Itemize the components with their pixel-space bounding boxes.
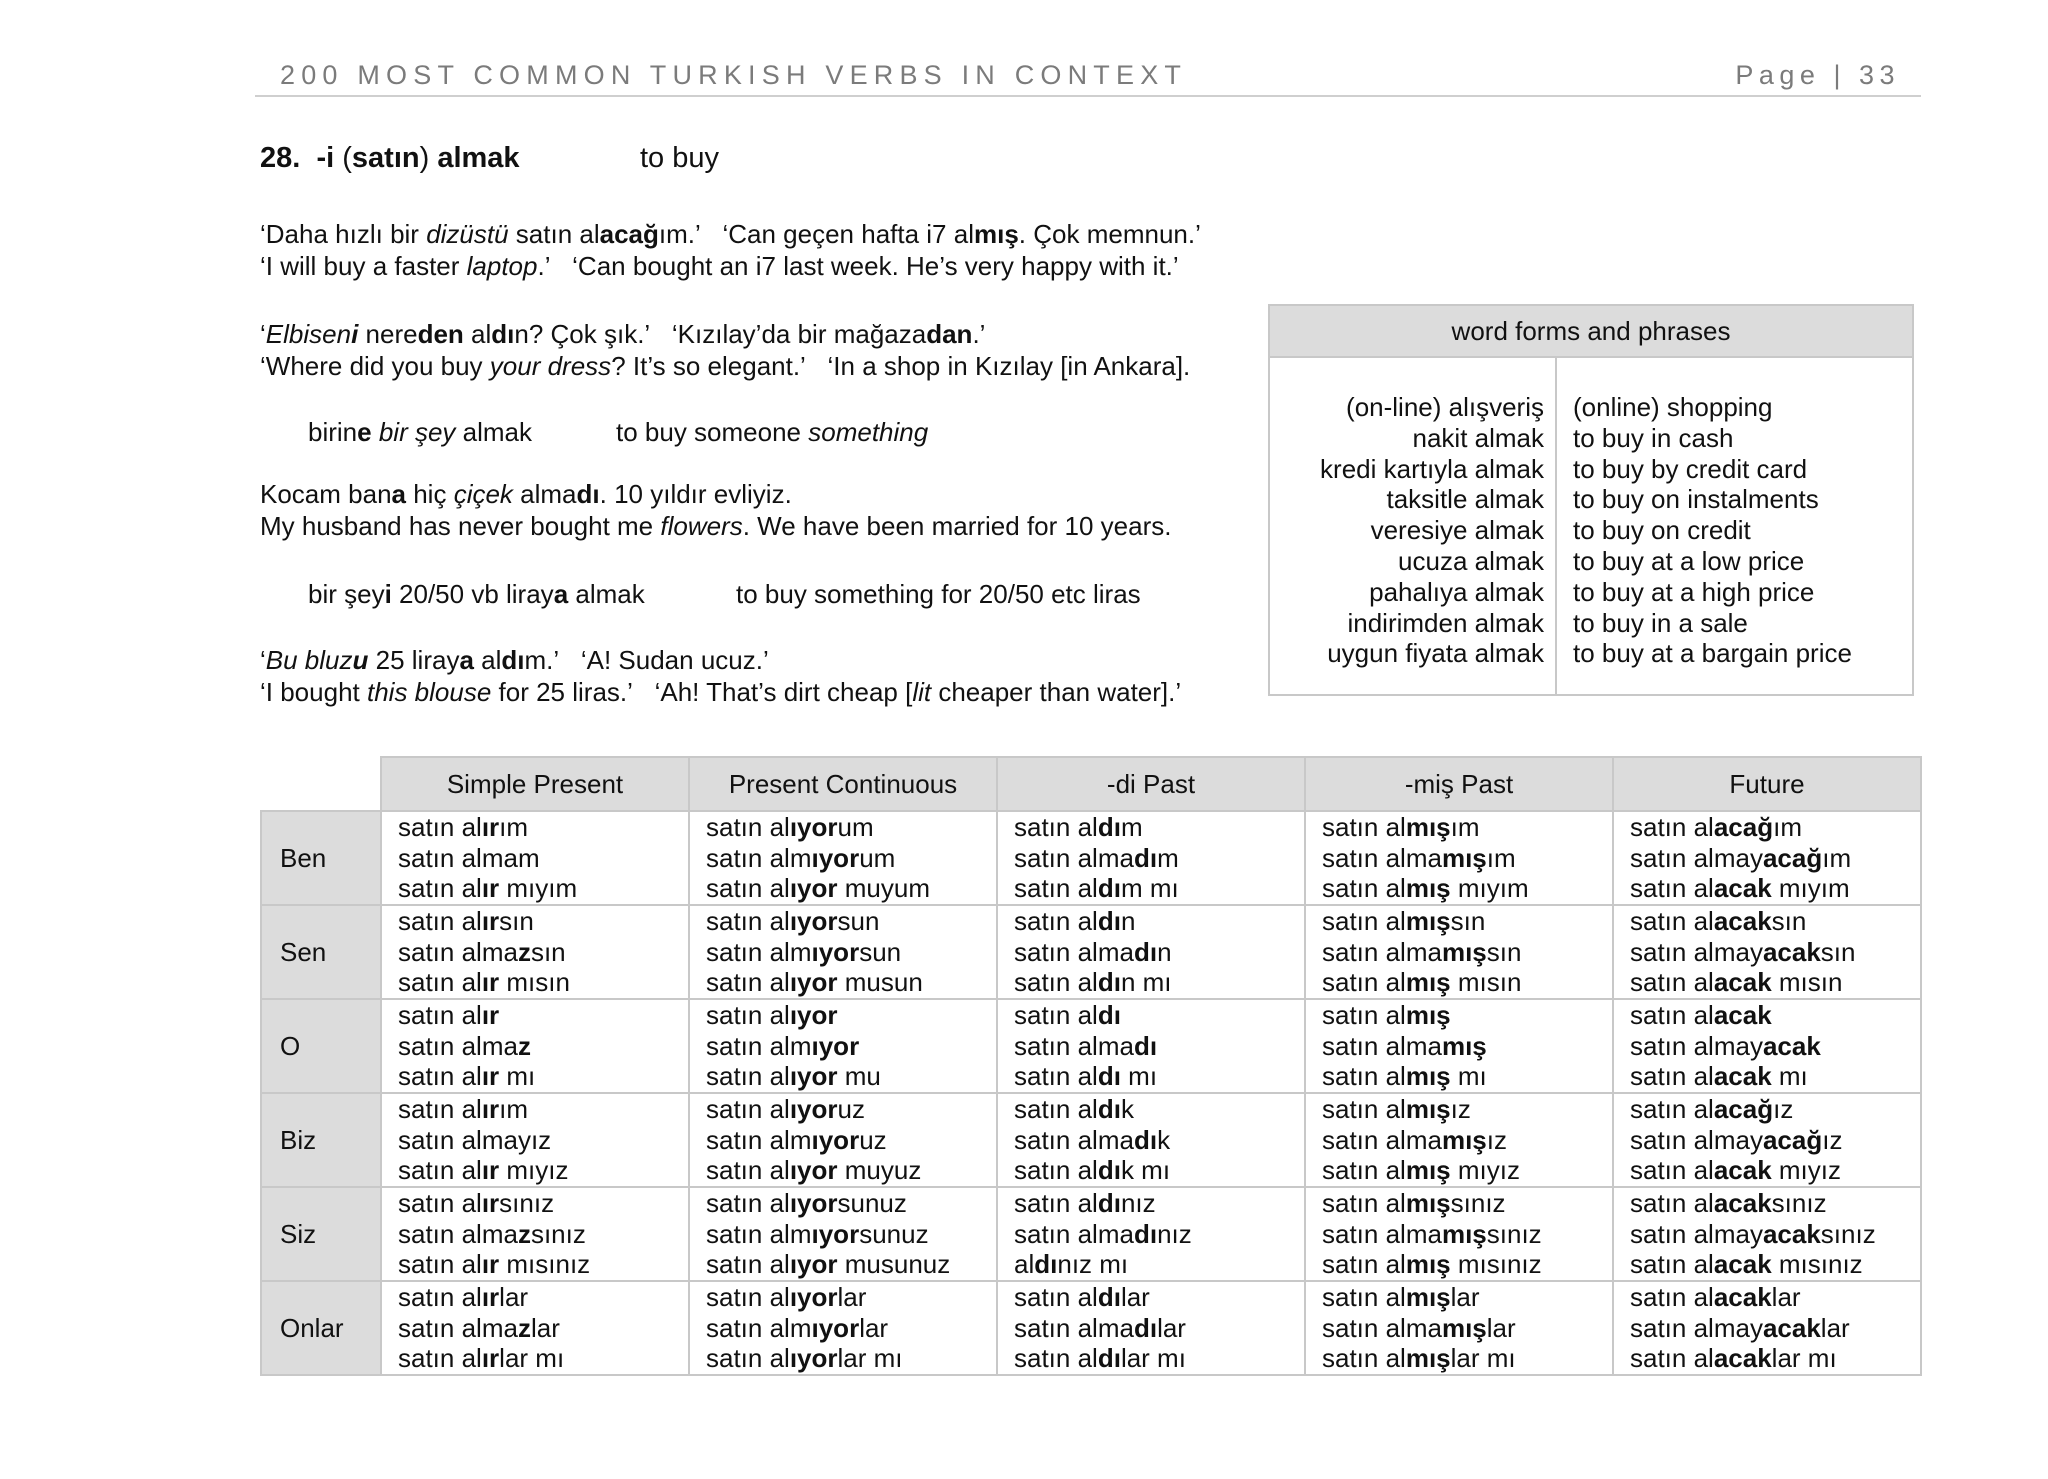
conjugation-form: satın almamışsın: [1322, 936, 1522, 967]
word-forms-title: word forms and phrases: [1270, 306, 1912, 358]
word-form-turkish: (on-line) alışveriş: [1346, 392, 1544, 422]
word-form-english: to buy at a bargain price: [1573, 638, 1852, 669]
conjugation-row: [261, 999, 1921, 1093]
conjugation-cell: [1613, 1093, 1921, 1187]
example-3-turkish: Kocam bana hiç çiçek almadı. 10 yıldır evliyiz.: [260, 479, 792, 509]
entry-paren: (satın): [342, 142, 430, 174]
example-3-english: My husband has never bought me flowers. We have been married for 10 years.: [260, 511, 1172, 541]
word-forms-box: [1268, 304, 1914, 696]
header-rule: [255, 95, 1921, 97]
conjugation-form: satın aldım: [1014, 812, 1143, 843]
conjugation-row: [261, 905, 1921, 999]
conjugation-form: satın alıyorlar mı: [706, 1343, 903, 1374]
conjugation-form: satın almış: [1322, 1000, 1451, 1031]
conjugation-form: satın alıyorlar: [706, 1282, 867, 1313]
conjugation-form: satın alırsın: [398, 906, 534, 937]
conjugation-form: satın almışsınız: [1322, 1188, 1506, 1219]
conjugation-form: satın almam: [398, 842, 540, 873]
word-form-turkish: pahalıya almak: [1369, 576, 1544, 607]
conjugation-form: satın almış mısın: [1322, 967, 1522, 998]
conjugation-form: satın alır mı: [398, 1061, 536, 1092]
tense-header: -di Past: [997, 757, 1305, 811]
word-form-english: to buy at a low price: [1573, 545, 1805, 576]
conjugation-form: satın alacak mıyım: [1630, 873, 1850, 904]
conjugation-form: satın almadım: [1014, 842, 1179, 873]
conjugation-form: satın almayacaklar: [1630, 1312, 1850, 1343]
conjugation-cell: [689, 1281, 997, 1375]
conjugation-form: satın alacaksınız: [1630, 1188, 1827, 1219]
conjugation-form: satın almamış: [1322, 1030, 1487, 1061]
conjugation-cell: [997, 999, 1305, 1093]
pronoun-label: Siz: [261, 1187, 381, 1281]
word-forms-body: [1270, 358, 1912, 694]
conjugation-form: satın almışlar mı: [1322, 1343, 1516, 1374]
example-4-turkish: ‘Bu bluzu 25 liraya aldım.’ ‘A! Sudan ucuz.’: [260, 645, 769, 675]
conjugation-cell: [689, 811, 997, 905]
entry-number: 28.: [260, 142, 301, 174]
conjugation-row: [261, 1281, 1921, 1375]
word-form-turkish: veresiye almak: [1370, 515, 1544, 546]
conjugation-cell: [381, 1187, 689, 1281]
conjugation-form: satın aldık: [1014, 1094, 1134, 1125]
conjugation-form: satın alacak mısın: [1630, 967, 1843, 998]
conjugation-form: satın almayız: [398, 1124, 552, 1155]
word-form-turkish: indirimden almak: [1347, 607, 1544, 638]
conjugation-form: satın almış mı: [1322, 1061, 1487, 1092]
conjugation-cell: [381, 905, 689, 999]
conjugation-form: satın aldı mı: [1014, 1061, 1158, 1092]
entry-gloss: to buy: [640, 142, 719, 174]
conjugation-form: satın almış mıyım: [1322, 873, 1529, 904]
conjugation-form: satın almamışsınız: [1322, 1218, 1542, 1249]
conjugation-form: satın alırlar: [398, 1282, 529, 1313]
conjugation-form: satın almıyoruz: [706, 1124, 887, 1155]
conjugation-form: satın almamışız: [1322, 1124, 1507, 1155]
conjugation-cell: [1305, 905, 1613, 999]
word-forms-turkish-column: [1320, 392, 1544, 669]
conjugation-form: satın alır mısın: [398, 967, 570, 998]
word-form-english: to buy in cash: [1573, 422, 1734, 453]
conjugation-form: satın alıyor: [706, 1000, 838, 1031]
conjugation-corner: [261, 757, 381, 811]
conjugation-form: satın alacaksın: [1630, 906, 1807, 937]
conjugation-cell: [689, 1187, 997, 1281]
conjugation-cell: [1305, 811, 1613, 905]
word-form-turkish: uygun fiyata almak: [1327, 638, 1544, 669]
conjugation-form: satın almayacağım: [1630, 842, 1852, 873]
conjugation-cell: [997, 811, 1305, 905]
pronoun-label: Sen: [261, 905, 381, 999]
word-form-turkish: taksitle almak: [1386, 484, 1544, 515]
conjugation-form: satın almışsın: [1322, 906, 1486, 937]
conjugation-cell: [381, 1093, 689, 1187]
conjugation-form: satın alırım: [398, 812, 529, 843]
word-form-english: to buy by credit card: [1573, 453, 1808, 484]
tense-header: Simple Present: [381, 757, 689, 811]
conjugation-form: satın alıyorum: [706, 812, 874, 843]
tense-header: -miş Past: [1305, 757, 1613, 811]
entry-suffix: -i: [316, 142, 335, 174]
word-form-english: to buy in a sale: [1573, 607, 1748, 638]
conjugation-form: satın almıyorlar: [706, 1312, 889, 1343]
conjugation-row: [261, 1187, 1921, 1281]
conjugation-form: aldınız mı: [1014, 1249, 1129, 1280]
conjugation-table: [260, 756, 1922, 1376]
pronoun-label: O: [261, 999, 381, 1093]
conjugation-form: satın almış mıyız: [1322, 1155, 1520, 1186]
conjugation-cell: [1613, 1281, 1921, 1375]
pronoun-label: Ben: [261, 811, 381, 905]
conjugation-form: satın almışlar: [1322, 1282, 1480, 1313]
conjugation-form: satın aldık mı: [1014, 1155, 1171, 1186]
conjugation-form: satın alıyor muyum: [706, 873, 930, 904]
word-form-english: to buy on credit: [1573, 515, 1751, 546]
conjugation-form: satın alıyorsun: [706, 906, 880, 937]
conjugation-row: [261, 1093, 1921, 1187]
conjugation-form: satın alır mıyız: [398, 1155, 569, 1186]
word-form-english: to buy at a high price: [1573, 576, 1815, 607]
conjugation-cell: [381, 999, 689, 1093]
conjugation-cell: [689, 1093, 997, 1187]
conjugation-cell: [1613, 905, 1921, 999]
example-4-english: ‘I bought this blouse for 25 liras.’ ‘Ah! That’s dirt cheap [lit cheaper than water].’: [260, 677, 1182, 707]
conjugation-form: satın almadı: [1014, 1030, 1158, 1061]
conjugation-row: [261, 811, 1921, 905]
conjugation-cell: [997, 905, 1305, 999]
conjugation-cell: [1305, 1093, 1613, 1187]
running-header-title: 200 MOST COMMON TURKISH VERBS IN CONTEXT: [280, 60, 1188, 90]
conjugation-form: satın almazsınız: [398, 1218, 586, 1249]
conjugation-form: satın alacağız: [1630, 1094, 1794, 1125]
conjugation-form: satın aldın mı: [1014, 967, 1172, 998]
example-1-turkish: ‘Daha hızlı bir dizüstü satın alacağım.’ ‘Can geçen hafta i7 almış. Çok memnun.’: [260, 219, 1201, 249]
conjugation-form: satın almadılar: [1014, 1312, 1186, 1343]
word-form-english: (online) shopping: [1573, 392, 1773, 422]
conjugation-form: satın alıyor musunuz: [706, 1249, 951, 1280]
conjugation-body: [261, 811, 1921, 1375]
conjugation-cell: [997, 1281, 1305, 1375]
conjugation-cell: [997, 1187, 1305, 1281]
word-form-turkish: kredi kartıyla almak: [1320, 453, 1544, 484]
phrase-1-turkish: birine bir şey almak: [308, 417, 532, 447]
conjugation-cell: [1613, 1187, 1921, 1281]
word-form-english: to buy on instalments: [1573, 484, 1819, 515]
conjugation-form: satın almıyorsunuz: [706, 1218, 929, 1249]
word-form-turkish: nakit almak: [1412, 422, 1544, 453]
conjugation-form: satın almışım: [1322, 812, 1480, 843]
conjugation-form: satın almıyorum: [706, 842, 896, 873]
pronoun-label: Onlar: [261, 1281, 381, 1375]
conjugation-form: satın alacağım: [1630, 812, 1802, 843]
conjugation-form: satın almıyorsun: [706, 936, 902, 967]
conjugation-form: satın aldım mı: [1014, 873, 1179, 904]
conjugation-cell: [1305, 1187, 1613, 1281]
conjugation-form: satın almaz: [398, 1030, 531, 1061]
phrase-2-english: to buy something for 20/50 etc liras: [736, 579, 1141, 609]
conjugation-form: satın almıyor: [706, 1030, 860, 1061]
conjugation-form: satın almazlar: [398, 1312, 560, 1343]
conjugation-cell: [689, 999, 997, 1093]
conjugation-form: satın aldılar: [1014, 1282, 1150, 1313]
conjugation-cell: [1613, 811, 1921, 905]
conjugation-form: satın aldı: [1014, 1000, 1121, 1031]
tense-header: Present Continuous: [689, 757, 997, 811]
conjugation-form: satın almayacaksın: [1630, 936, 1856, 967]
conjugation-form: satın aldılar mı: [1014, 1343, 1186, 1374]
conjugation-form: satın aldın: [1014, 906, 1136, 937]
conjugation-cell: [381, 811, 689, 905]
conjugation-form: satın almamışım: [1322, 842, 1516, 873]
conjugation-form: satın almayacak: [1630, 1030, 1821, 1061]
conjugation-form: satın alır mısınız: [398, 1249, 591, 1280]
conjugation-form: satın almadık: [1014, 1124, 1171, 1155]
conjugation-cell: [1305, 999, 1613, 1093]
conjugation-form: satın almadınız: [1014, 1218, 1192, 1249]
conjugation-form: satın alıyor muyuz: [706, 1155, 922, 1186]
conjugation-cell: [689, 905, 997, 999]
conjugation-form: satın alacak mısınız: [1630, 1249, 1863, 1280]
conjugation-form: satın almayacaksınız: [1630, 1218, 1876, 1249]
example-1-english: ‘I will buy a faster laptop.’ ‘Can bought an i7 last week. He’s very happy with it.’: [260, 251, 1179, 281]
conjugation-cell: [1613, 999, 1921, 1093]
phrase-1-english: to buy someone something: [616, 417, 929, 447]
conjugation-form: satın alıyor mu: [706, 1061, 881, 1092]
conjugation-form: satın alacaklar: [1630, 1282, 1801, 1313]
conjugation-form: satın alırım: [398, 1094, 529, 1125]
page-number: Page | 33: [1735, 60, 1900, 90]
conjugation-form: satın alıyor musun: [706, 967, 923, 998]
word-form-turkish: ucuza almak: [1398, 545, 1544, 576]
example-2-turkish: ‘Elbiseni nereden aldın? Çok şık.’ ‘Kızılay’da bir mağazadan.’: [260, 319, 986, 349]
conjugation-form: satın alacak: [1630, 1000, 1772, 1031]
conjugation-form: satın alırlar mı: [398, 1343, 565, 1374]
conjugation-form: satın alıyoruz: [706, 1094, 865, 1125]
conjugation-header-row: [261, 757, 1921, 811]
conjugation-form: satın alacak mı: [1630, 1061, 1808, 1092]
conjugation-form: satın alır: [398, 1000, 500, 1031]
phrase-2-turkish: bir şeyi 20/50 vb liraya almak: [308, 579, 645, 609]
example-2-english: ‘Where did you buy your dress? It’s so elegant.’ ‘In a shop in Kızılay [in Ankara].: [260, 351, 1191, 381]
conjugation-form: satın alacak mıyız: [1630, 1155, 1842, 1186]
conjugation-form: satın almazsın: [398, 936, 566, 967]
conjugation-cell: [381, 1281, 689, 1375]
conjugation-form: satın almayacağız: [1630, 1124, 1843, 1155]
conjugation-form: satın aldınız: [1014, 1188, 1156, 1219]
word-forms-english-column: [1573, 392, 1852, 669]
conjugation-form: satın almışız: [1322, 1094, 1471, 1125]
conjugation-form: satın almış mısınız: [1322, 1249, 1542, 1280]
entry-title: [260, 142, 520, 175]
conjugation-form: satın almadın: [1014, 936, 1172, 967]
conjugation-form: satın alır mıyım: [398, 873, 578, 904]
conjugation-form: satın alıyorsunuz: [706, 1188, 907, 1219]
pronoun-label: Biz: [261, 1093, 381, 1187]
entry-verb: almak: [437, 142, 520, 174]
conjugation-cell: [997, 1093, 1305, 1187]
word-forms-divider: [1555, 358, 1557, 694]
tense-header: Future: [1613, 757, 1921, 811]
conjugation-form: satın almamışlar: [1322, 1312, 1516, 1343]
conjugation-cell: [1305, 1281, 1613, 1375]
conjugation-form: satın alırsınız: [398, 1188, 555, 1219]
conjugation-form: satın alacaklar mı: [1630, 1343, 1837, 1374]
